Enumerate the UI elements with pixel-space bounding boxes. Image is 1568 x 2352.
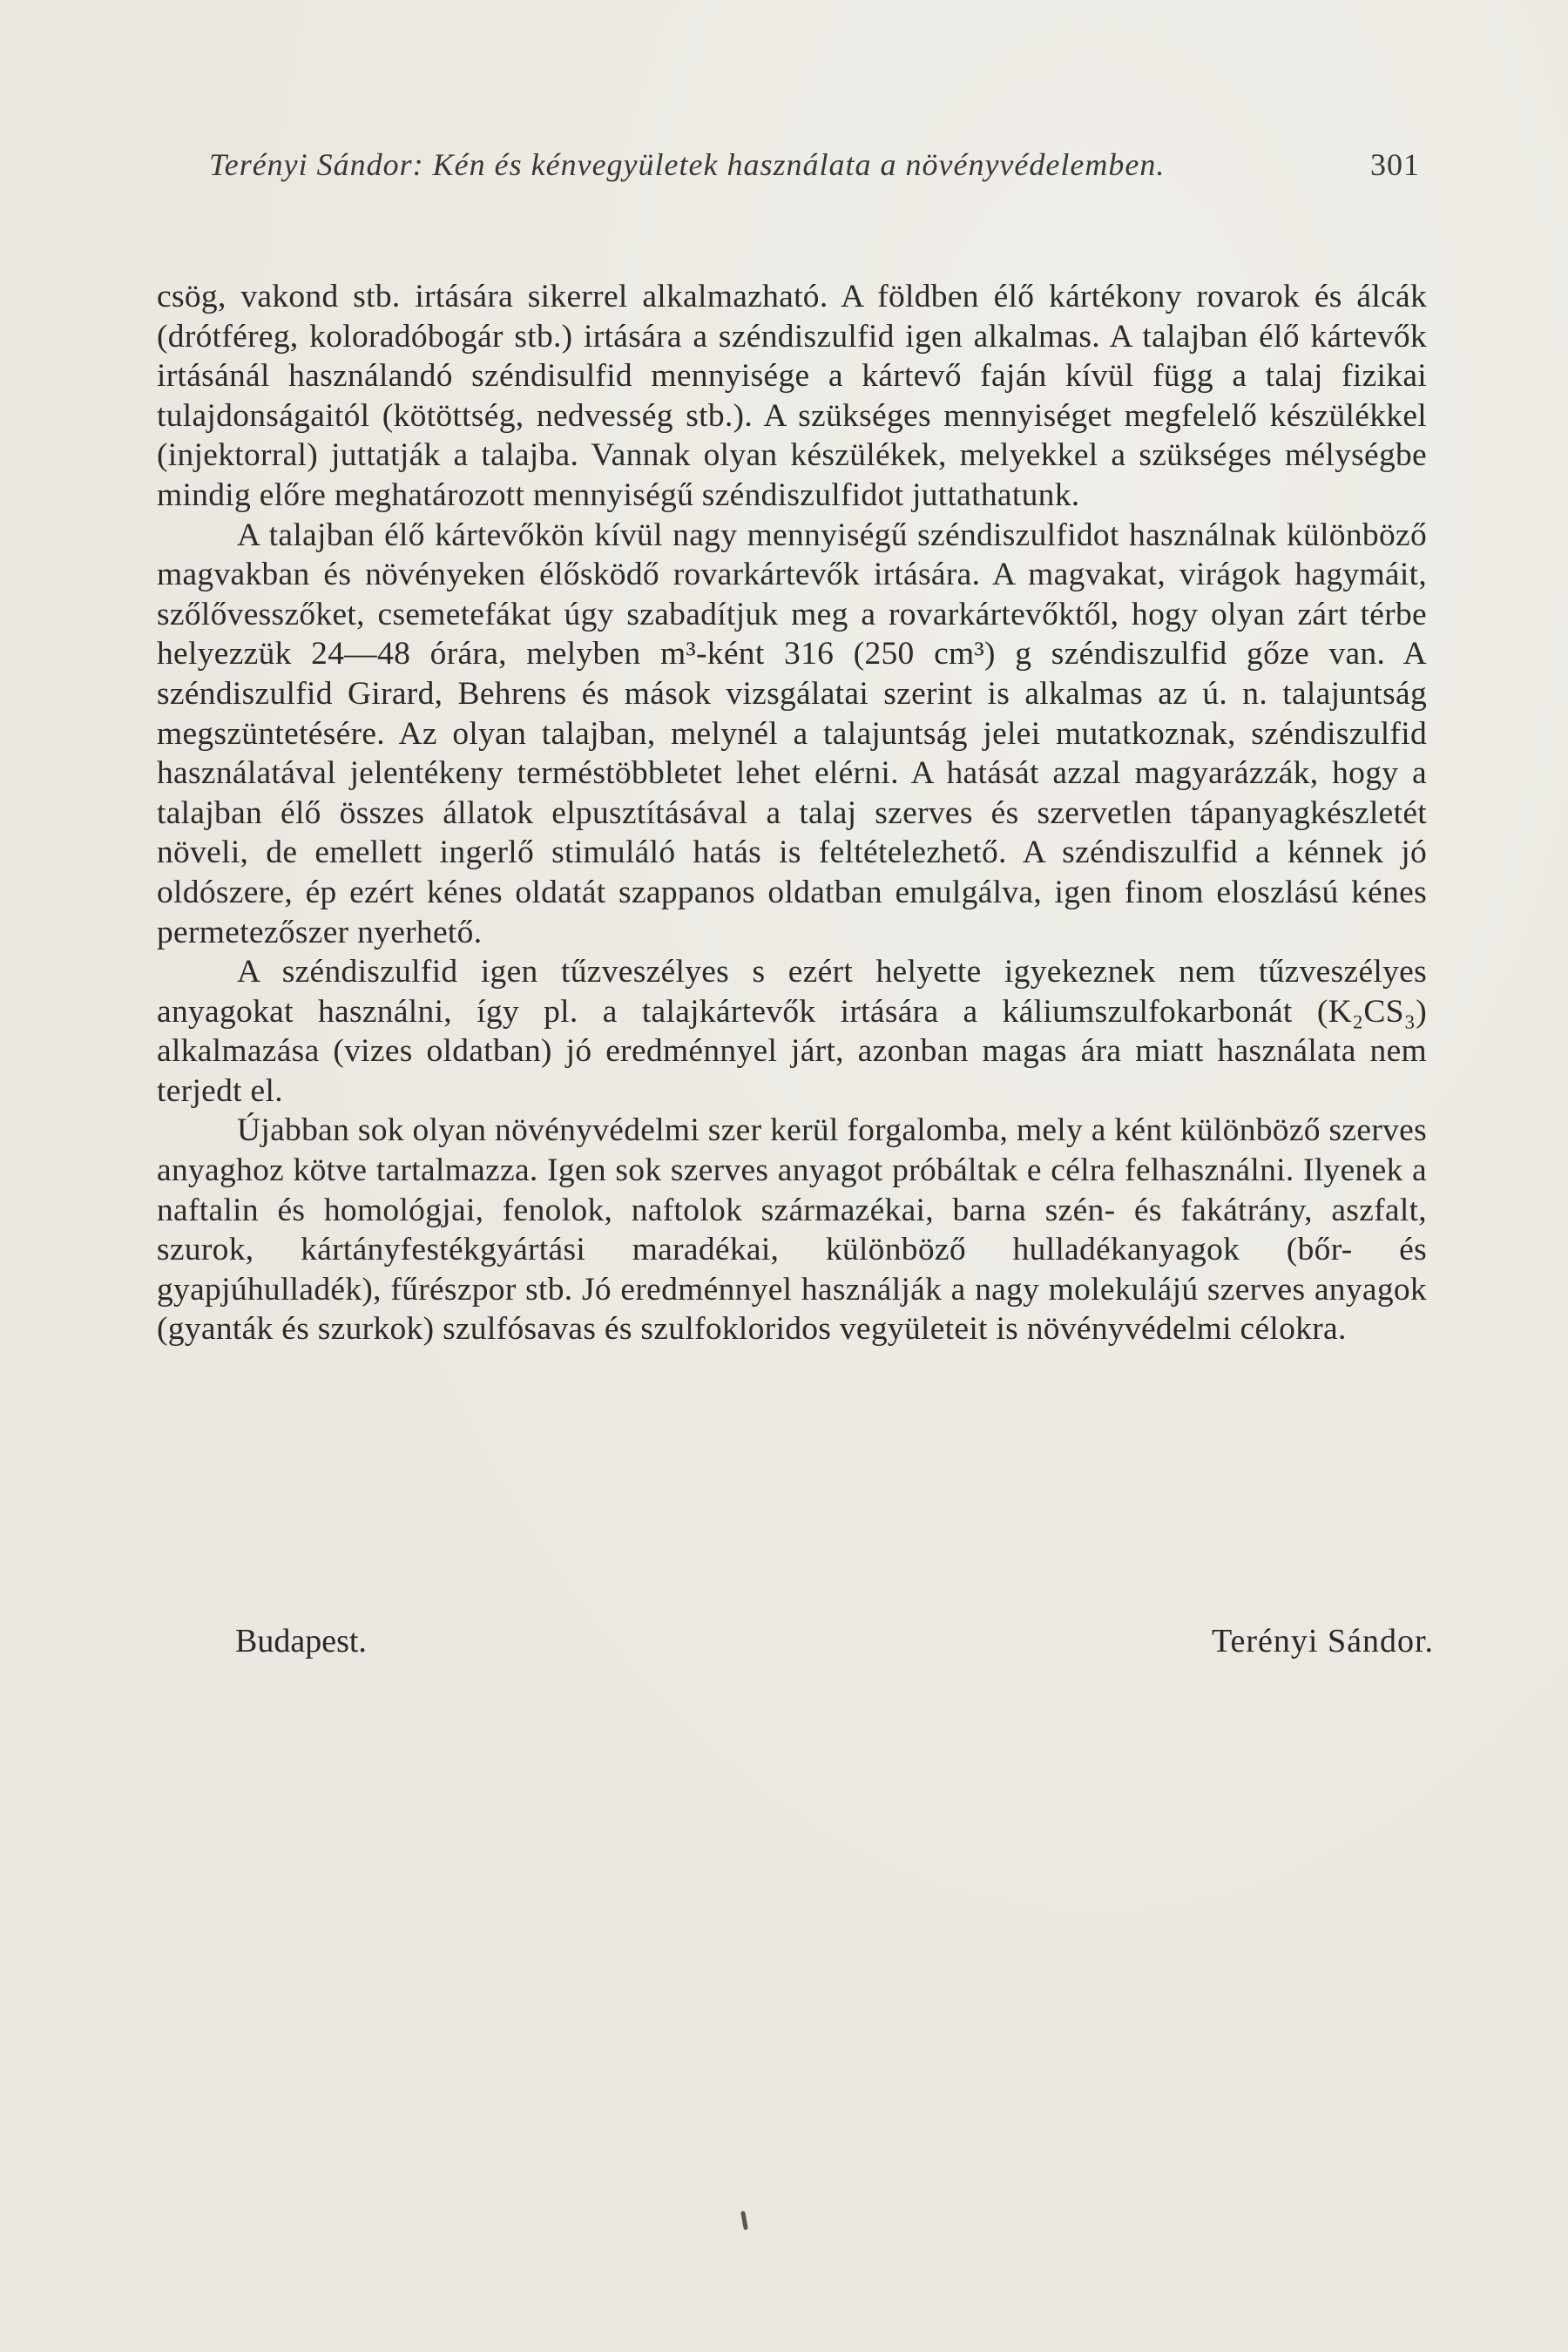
paragraph: csög, vakond stb. irtására sikerrel alkalmazható. A földben élő kártékony rovarok és álcák (drótféreg, koloradóbogár stb.) irtására a széndiszulfid igen alkalmas. A talajban élő kártevők irtásánál használandó széndisulfid mennyisége a kártevő faján kívül függ a talaj fizikai tulajdonságaitól (kötöttség, nedvesség stb.). A szükséges mennyiséget megfelelő készülékkel (injektorral) juttatják a talajba. Vannak olyan készülékek, melyekkel a szükséges mélységbe mindig előre meghatározott mennyiségű széndiszulfidot juttathatunk. (157, 279, 1427, 513)
article-body (157, 277, 1427, 1349)
running-head-title: Terényi Sándor: Kén és kénvegyületek használata a növényvédelemben. (209, 147, 1166, 182)
running-head (209, 146, 1446, 183)
paragraph: A széndiszulfid igen tűzveszélyes s ezért helyette igyekeznek nem tűzveszélyes anyagokat használni, így pl. a talajkártevők irtására a káliumszulfokarbonát (K₂CS₃) alkalmazása (vizes oldatban) jó eredménnyel járt, azonban magas ára miatt használata nem terjedt el. (157, 954, 1427, 1109)
paragraph: Újabban sok olyan növényvédelmi szer kerül forgalomba, mely a ként különböző szerves anyaghoz kötve tartalmazza. Igen sok szerves anyagot próbáltak e célra felhasználni. Ilyenek a naftalin és homológjai, fenolok, naftolok származékai, barna szén- és fakátrány, aszfalt, szurok, kártányfestékgyártási maradékai, különböző hulladékanyagok (bőr- és gyapjúhulladék), fűrészpor stb. Jó eredménnyel használják a nagy molekulájú szerves anyagok (gyanták és szurkok) szulfósavas és szulfokloridos vegyületeit is növényvédelmi célokra. (157, 1112, 1427, 1348)
page-number: 301 (1370, 147, 1420, 182)
paragraph: A talajban élő kártevőkön kívül nagy mennyiségű széndiszulfidot használnak különböző magvakban és növényeken élősködő rovarkártevők irtására. A magvakat, virágok hagymáit, szőlővesszőket, csemetefákat úgy szabadítjuk meg a rovarkártevőktől, hogy olyan zárt térbe helyezzük 24—48 órára, melyben m³-ként 316 (250 cm³) g széndiszulfid gőze van. A széndiszulfid Girard, Behrens és mások vizsgálatai szerint is alkalmas az ú. n. talajuntság megszüntetésére. Az olyan talajban, melynél a talajuntság jelei mutatkoznak, széndiszulfid használatával jelentékeny terméstöbbletet lehet elérni. A hatását azzal magyarázzák, hogy a talajban élő összes állatok elpusztításával a talaj szerves és szervetlen tápanyagkészletét növeli, de emellett ingerlő stimuláló hatás is feltételezhető. A széndiszulfid a kénnek jó oldószere, ép ezért kénes oldatát szappanos oldatban emulgálva, igen finom eloszlású kénes permetezőszer nyerhető. (157, 517, 1427, 950)
signature-place: Budapest. (235, 1623, 367, 1659)
signature-author: Terényi Sándor. (1211, 1623, 1434, 1659)
print-speck (740, 2211, 748, 2231)
